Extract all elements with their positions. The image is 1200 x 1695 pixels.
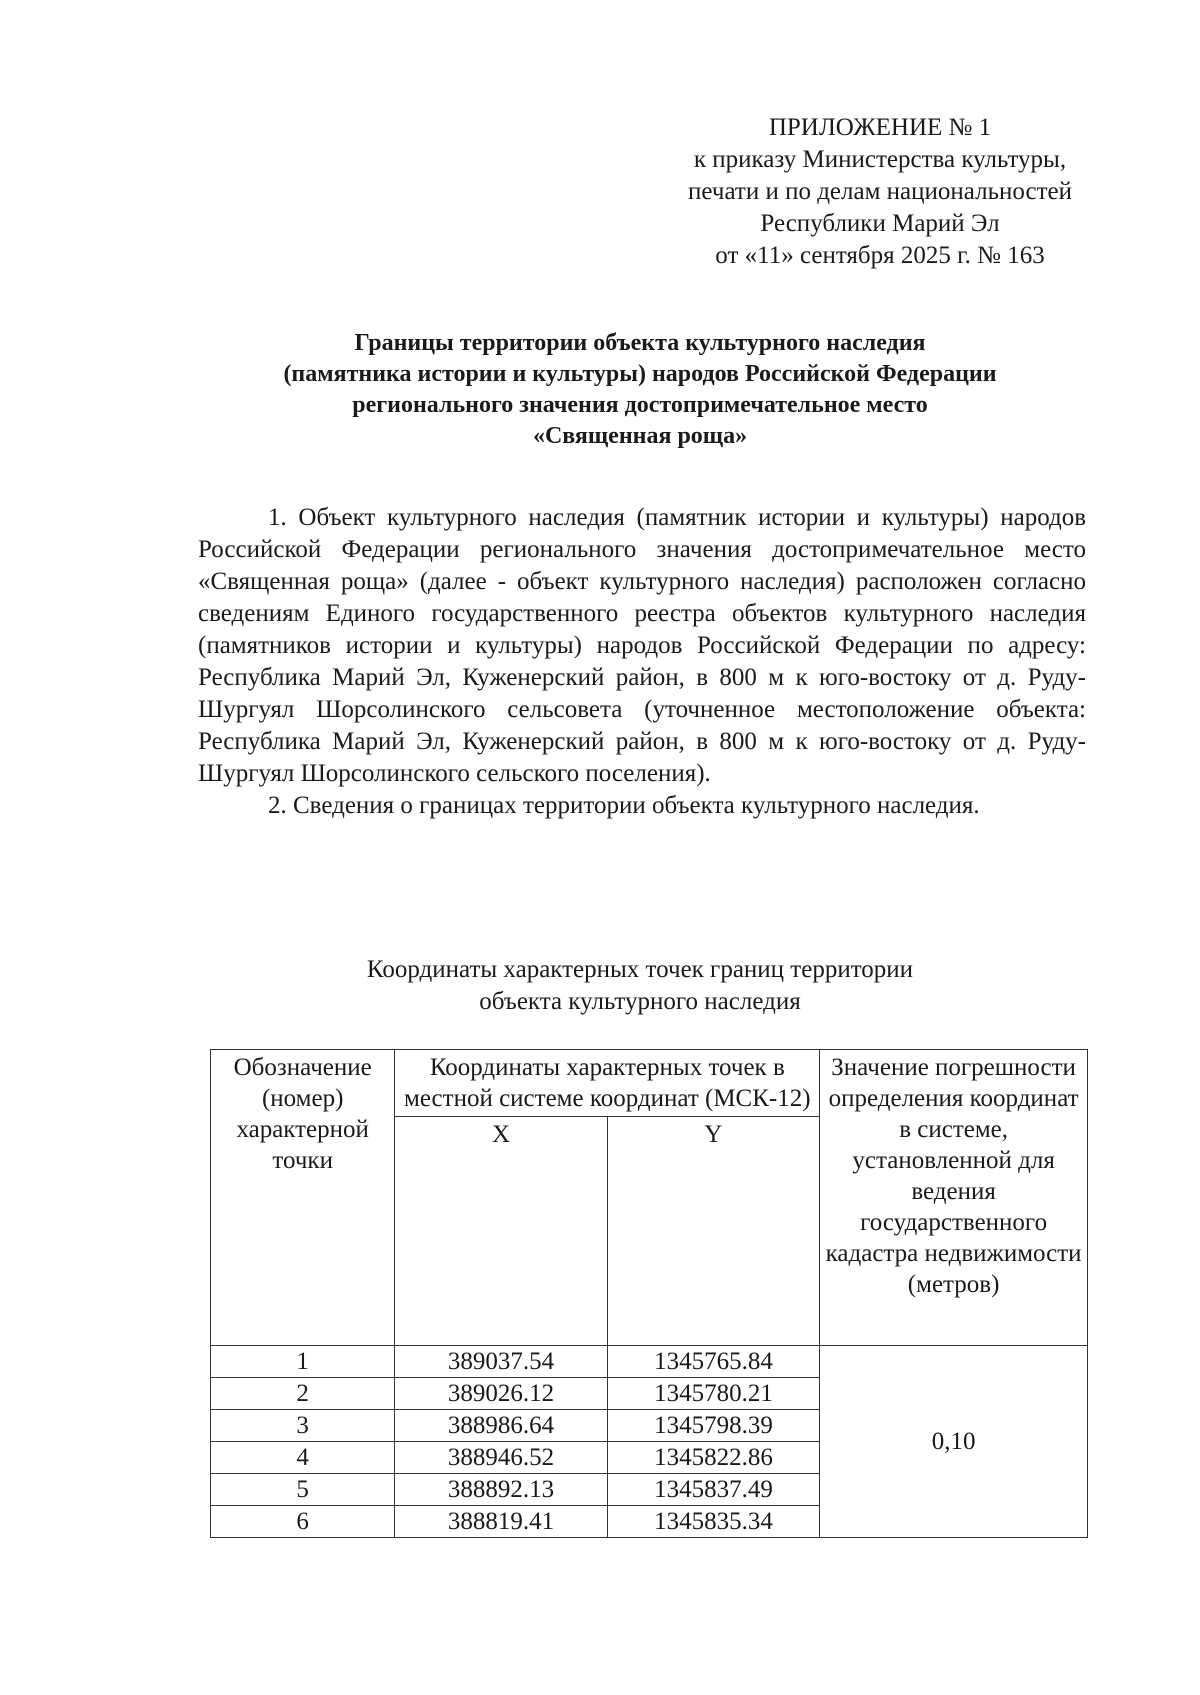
point-cell: 3 xyxy=(211,1410,395,1442)
appendix-order-line: к приказу Министерства культуры, xyxy=(693,146,1067,173)
table-caption-line-2: объекта культурного наследия xyxy=(479,988,801,1015)
x-cell: 388892.13 xyxy=(395,1474,607,1506)
appendix-date-line: от «11» сентября 2025 г. № 163 xyxy=(715,242,1045,269)
title-line-3: регионального значения достопримечательное место xyxy=(352,392,928,418)
header-error: Значение погрешности определения координат в системе, установленной для ведения государственного кадастра недвижимости (метров) xyxy=(820,1050,1088,1346)
appendix-ministry-line: печати и по делам национальностей xyxy=(688,178,1072,205)
header-x: X xyxy=(395,1117,607,1346)
point-cell: 5 xyxy=(211,1474,395,1506)
x-cell: 388946.52 xyxy=(395,1442,607,1474)
appendix-block xyxy=(640,112,1120,272)
x-cell: 389037.54 xyxy=(395,1346,607,1378)
error-value-cell: 0,10 xyxy=(820,1346,1088,1538)
appendix-number: ПРИЛОЖЕНИЕ № 1 xyxy=(768,114,992,141)
point-cell: 2 xyxy=(211,1378,395,1410)
y-cell: 1345798.39 xyxy=(607,1410,820,1442)
x-cell: 389026.12 xyxy=(395,1378,607,1410)
table-row xyxy=(211,1346,1088,1378)
paragraph-1: 1. Объект культурного наследия (памятник истории и культуры) народов Российской Федерации регионального значения достопримечательное место «Священная роща» (далее - объект культурного наследия) расположен согласно сведениям Единого государственного реестра объектов культурного наследия (памятников истории и культуры) народов Российской Федерации по адресу: Республика Марий Эл, Куженерский район, в 800 м к юго-востоку от д. Руду-Шургуял Шорсолинского сельсовета (уточненное местоположение объекта: Республика Марий Эл, Куженерский район, в 800 м к юго-востоку от д. Руду-Шургуял Шорсолинского сельского поселения). xyxy=(198,504,1086,787)
point-cell: 4 xyxy=(211,1442,395,1474)
header-point: Обозначение (номер) характерной точки xyxy=(211,1050,395,1346)
paragraph-2: 2. Сведения о границах территории объекта культурного наследия. xyxy=(268,792,980,819)
y-cell: 1345822.86 xyxy=(607,1442,820,1474)
document-title xyxy=(150,328,1130,452)
table-caption-line-1: Координаты характерных точек границ территории xyxy=(366,956,914,983)
y-cell: 1345765.84 xyxy=(607,1346,820,1378)
table-header-row xyxy=(211,1050,1088,1117)
header-coordinates: Координаты характерных точек в местной системе координат (МСК-12) xyxy=(395,1050,820,1117)
coordinates-table xyxy=(210,1049,1088,1538)
x-cell: 388819.41 xyxy=(395,1506,607,1538)
x-cell: 388986.64 xyxy=(395,1410,607,1442)
title-line-2: (памятника истории и культуры) народов Российской Федерации xyxy=(283,361,997,387)
header-y: Y xyxy=(607,1117,820,1346)
title-line-4: «Священная роща» xyxy=(532,423,748,449)
body-text xyxy=(198,502,1086,822)
table-caption xyxy=(150,954,1130,1018)
appendix-republic-line: Республики Марий Эл xyxy=(760,210,1000,237)
y-cell: 1345780.21 xyxy=(607,1378,820,1410)
y-cell: 1345837.49 xyxy=(607,1474,820,1506)
y-cell: 1345835.34 xyxy=(607,1506,820,1538)
title-line-1: Границы территории объекта культурного наследия xyxy=(354,330,926,356)
point-cell: 6 xyxy=(211,1506,395,1538)
point-cell: 1 xyxy=(211,1346,395,1378)
